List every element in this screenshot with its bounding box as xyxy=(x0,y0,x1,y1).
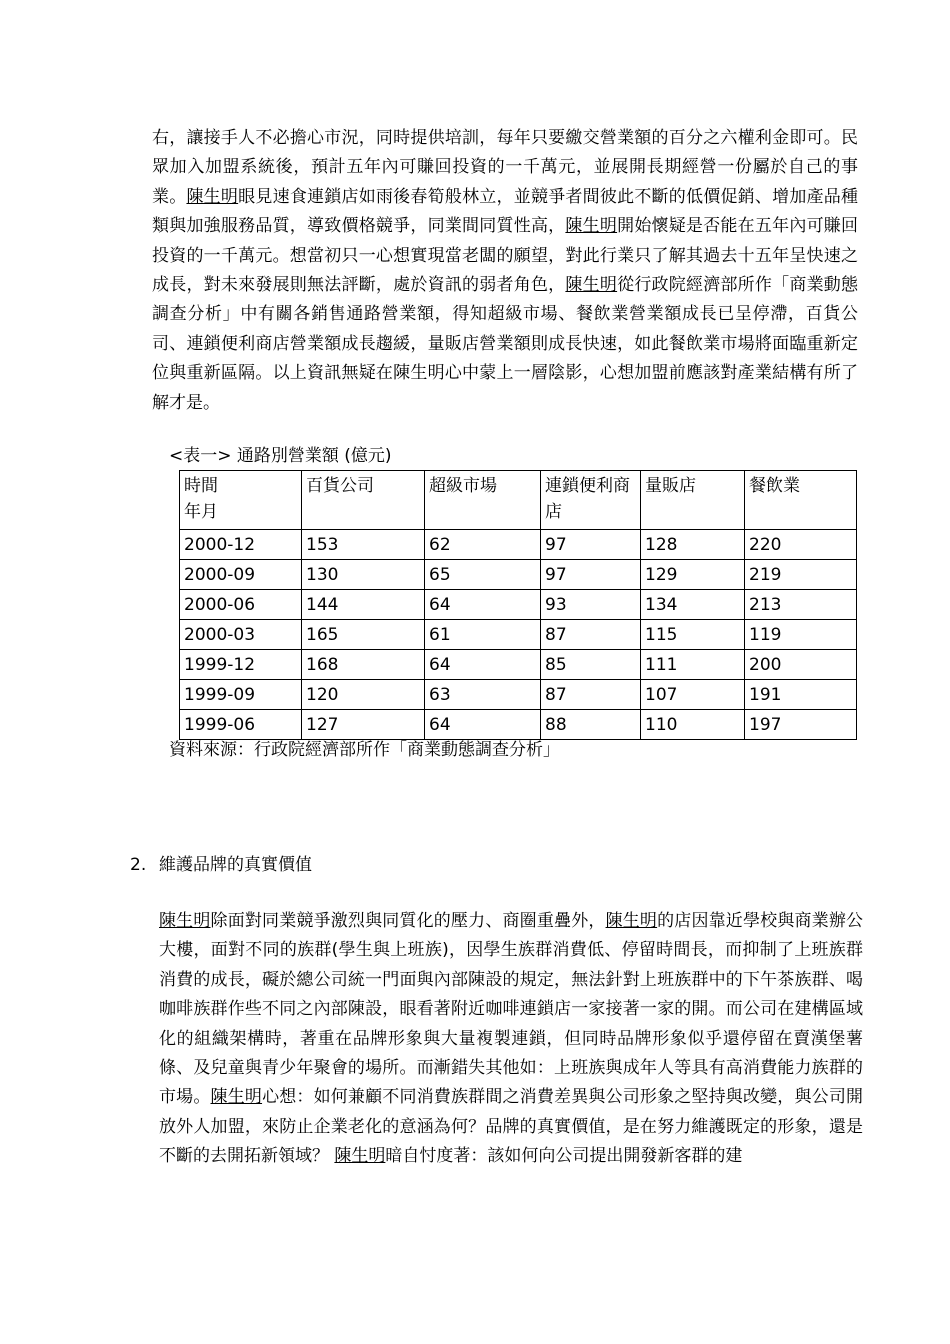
table-row xyxy=(180,650,857,680)
header-cell: 連鎖便利商 店 xyxy=(541,471,641,530)
table-cell: 61 xyxy=(425,620,541,650)
person-name: 陳生明 xyxy=(210,1087,263,1108)
table-cell: 2000-09 xyxy=(180,560,302,590)
header-cell: 餐飲業 xyxy=(745,471,857,530)
table-cell: 115 xyxy=(641,620,745,650)
table-cell: 64 xyxy=(425,710,541,740)
table-cell: 1999-06 xyxy=(180,710,302,740)
table-cell: 130 xyxy=(302,560,425,590)
paragraph-text: 右，讓接手人不必擔心市況，同時提供培訓，每年只要繳交營業額的百分之六權利金即可。民眾加入加盟系統後，預計五年內可賺回投資的一千萬元，並展開長期經營一份屬於自己的事業。 xyxy=(152,128,858,207)
table-cell: 88 xyxy=(541,710,641,740)
header-cell: 超級市場 xyxy=(425,471,541,530)
table-cell: 134 xyxy=(641,590,745,620)
section-title: 維護品牌的真實價值 xyxy=(159,855,312,875)
header-cell: 百貨公司 xyxy=(302,471,425,530)
table-cell: 220 xyxy=(745,530,857,560)
table-cell: 128 xyxy=(641,530,745,560)
table-cell: 144 xyxy=(302,590,425,620)
table-cell: 2000-12 xyxy=(180,530,302,560)
table-cell: 129 xyxy=(641,560,745,590)
table-row xyxy=(180,530,857,560)
table-cell: 197 xyxy=(745,710,857,740)
table-cell: 120 xyxy=(302,680,425,710)
paragraph-text: 從行政院經濟部所作「商業動態調查分析」中有關各銷售通路營業額，得知超級市場、餐飲業營業額成長已呈停滯，百貨公司、連鎖便利商店營業額成長趨緩，量販店營業額則成長快速，如此餐飲業市場將面臨重新定位與重新區隔。以上資訊無疑在陳生明心中蒙上一層陰影，心想加盟前應該對產業結構有所了解才是。 xyxy=(152,275,859,413)
body-paragraph-2 xyxy=(159,907,863,1172)
person-name: 陳生明 xyxy=(565,275,618,296)
person-name: 陳生明 xyxy=(334,1146,386,1167)
sales-table xyxy=(179,470,857,740)
table-cell: 87 xyxy=(541,620,641,650)
table-cell: 97 xyxy=(541,530,641,560)
header-cell-date: 時間 年月 xyxy=(180,471,302,530)
paragraph-text: 心想：如何兼顧不同消費族群間之消費差異與公司形象之堅持與改變，與公司開放外人加盟，來防止企業老化的意涵為何？品牌的真實價值，是在努力維護既定的形象，還是不斷的去開拓新領域？ xyxy=(159,1087,864,1167)
paragraph-text: 開始懷疑是否能在五年內可賺回投資的一千萬元。想當初只一心想實現當老闆的願望，對此行業只了解其過去十五年呈快速之成長，對未來發展則無法評斷，處於資訊的弱者角色， xyxy=(152,216,859,296)
section-number: 2. xyxy=(130,855,147,875)
person-name: 陳生明 xyxy=(159,911,211,931)
table-cell: 97 xyxy=(541,560,641,590)
table-cell: 110 xyxy=(641,710,745,740)
table-cell: 87 xyxy=(541,680,641,710)
table-cell: 64 xyxy=(425,590,541,620)
paragraph-text: 除面對同業競爭激烈與同質化的壓力、商圈重疊外， xyxy=(210,911,606,931)
table-cell: 200 xyxy=(745,650,857,680)
table-cell: 168 xyxy=(302,650,425,680)
person-name: 陳生明 xyxy=(605,911,658,931)
table-cell: 93 xyxy=(541,590,641,620)
table-row xyxy=(180,710,857,740)
table-row xyxy=(180,680,857,710)
table-cell: 191 xyxy=(745,680,857,710)
paragraph-text: 暗自忖度著：該如何向公司提出開發新客群的建 xyxy=(385,1146,743,1167)
table-cell: 213 xyxy=(745,590,857,620)
table-cell: 2000-03 xyxy=(180,620,302,650)
person-name: 陳生明 xyxy=(565,216,618,237)
table-cell: 1999-09 xyxy=(180,680,302,710)
table-caption: <表一> 通路別營業額 (億元) xyxy=(169,446,392,466)
table-header-row xyxy=(180,471,857,530)
table-cell: 119 xyxy=(745,620,857,650)
table-row xyxy=(180,590,857,620)
header-cell: 量販店 xyxy=(641,471,745,530)
table-cell: 127 xyxy=(302,710,425,740)
table-cell: 107 xyxy=(641,680,745,710)
table-cell: 63 xyxy=(425,680,541,710)
table-cell: 85 xyxy=(541,650,641,680)
table-source: 資料來源：行政院經濟部所作「商業動態調查分析」 xyxy=(169,740,560,760)
table-cell: 2000-06 xyxy=(180,590,302,620)
table-cell: 219 xyxy=(745,560,857,590)
table-row xyxy=(180,620,857,650)
table-cell: 65 xyxy=(425,560,541,590)
table-row xyxy=(180,560,857,590)
table-cell: 64 xyxy=(425,650,541,680)
paragraph-text: 的店因靠近學校與商業辦公大樓，面對不同的族群(學生與上班族)，因學生族群消費低、停留時間長，而抑制了上班族群消費的成長，礙於總公司統一門面與內部陳設的規定，無法針對上班族群中的下午茶族群、喝咖啡族群作些不同之內部陳設，眼看著附近咖啡連鎖店一家接著一家的開。而公司在建構區域化的組織架構時，著重在品牌形象與大量複製連鎖，但同時品牌形象似乎還停留在賣漢堡薯條、及兒童與青少年聚會的場所。而漸錯失其他如：上班族與成年人等具有高消費能力族群的市場。 xyxy=(159,911,864,1108)
paragraph-text: 眼見速食連鎖店如雨後春筍般林立，並競爭者間彼此不斷的低價促銷、增加產品種類與加強服務品質，導致價格競爭，同業間同質性高， xyxy=(152,186,859,237)
section-heading xyxy=(130,852,312,878)
body-paragraph-1 xyxy=(152,124,858,418)
table-cell: 111 xyxy=(641,650,745,680)
table-cell: 1999-12 xyxy=(180,650,302,680)
person-name: 陳生明 xyxy=(186,186,239,207)
table-cell: 153 xyxy=(302,530,425,560)
table-cell: 165 xyxy=(302,620,425,650)
table-cell: 62 xyxy=(425,530,541,560)
